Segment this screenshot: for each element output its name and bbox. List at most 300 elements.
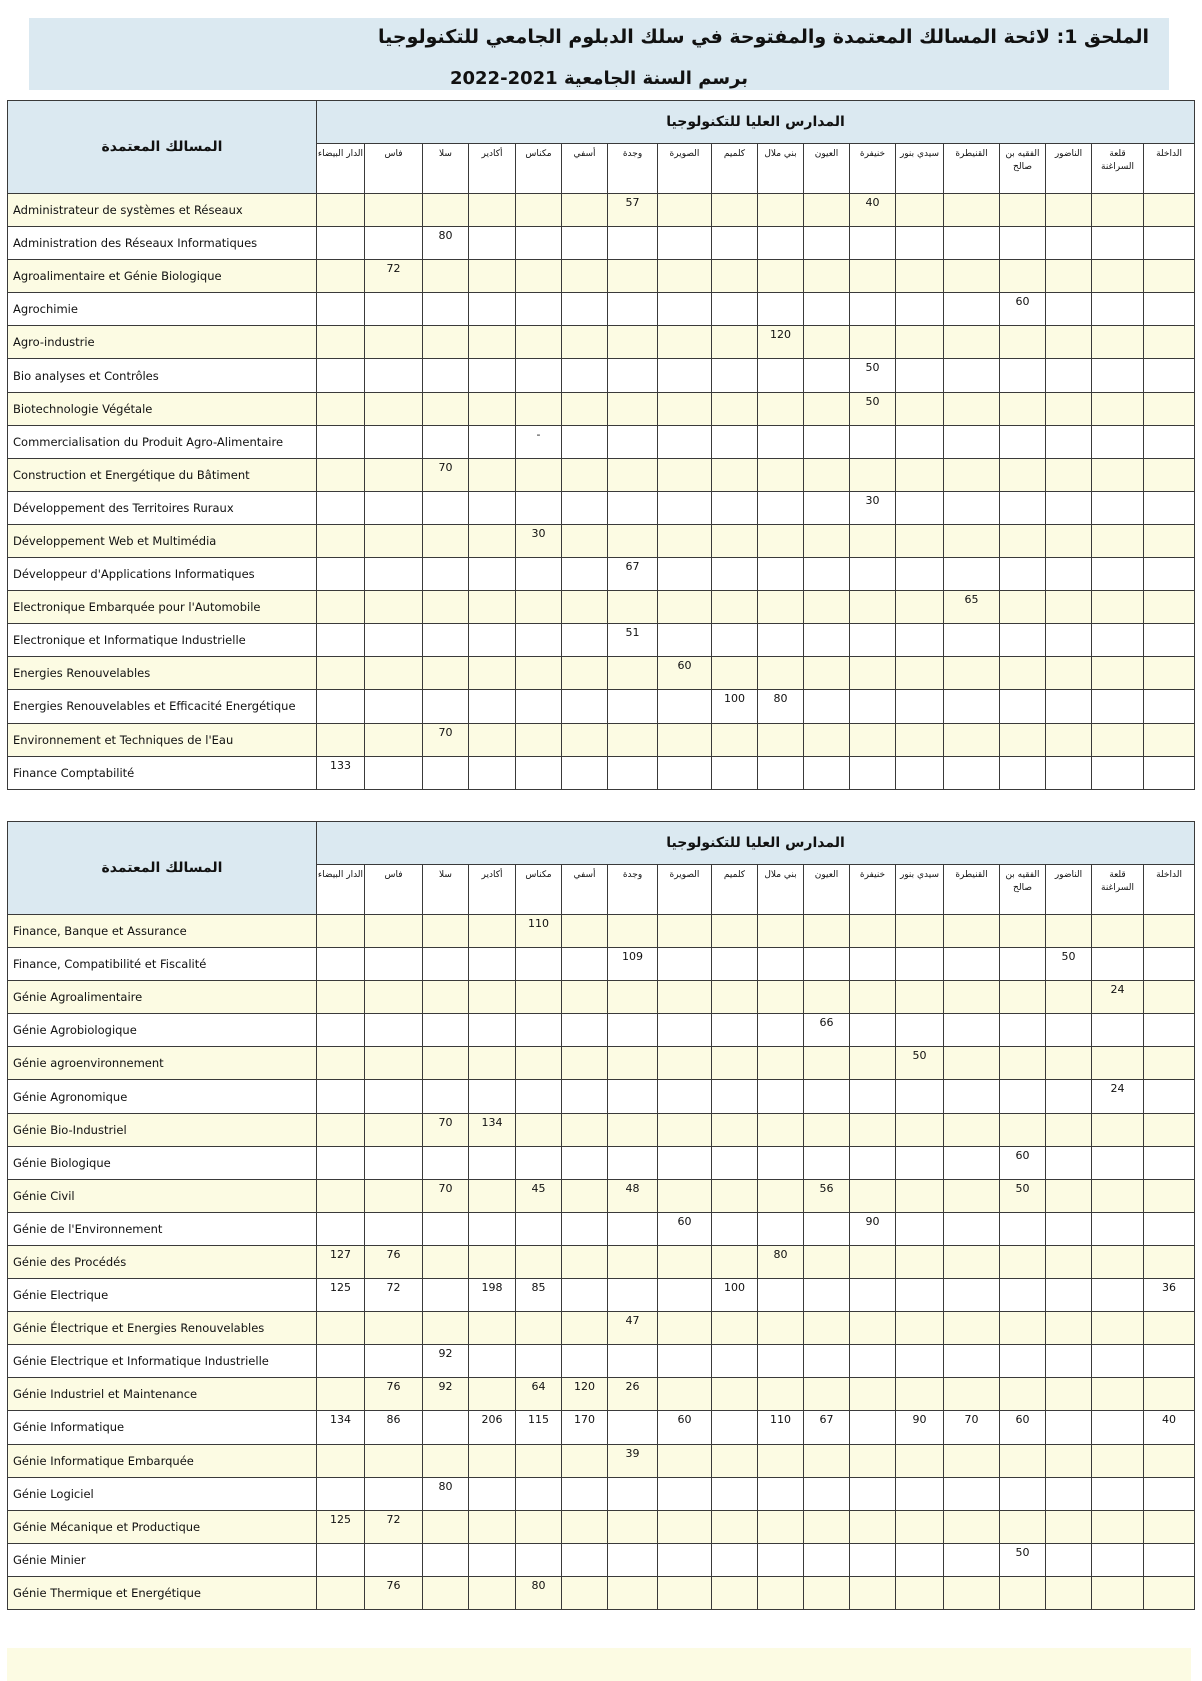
capacity-cell: 72 <box>365 1510 423 1543</box>
capacity-cell <box>469 657 516 690</box>
capacity-cell <box>317 591 365 624</box>
capacity-cell <box>1000 1345 1046 1378</box>
capacity-cell <box>712 1444 758 1477</box>
capacity-cell <box>562 690 608 723</box>
capacity-cell: 134 <box>317 1411 365 1444</box>
school-header: أسفي <box>562 865 608 915</box>
capacity-cell <box>850 1179 896 1212</box>
capacity-cell <box>712 392 758 425</box>
school-header: العيون <box>804 144 850 194</box>
capacity-cell <box>1092 359 1144 392</box>
capacity-cell <box>469 723 516 756</box>
capacity-cell <box>365 194 423 227</box>
capacity-cell <box>1144 1576 1195 1609</box>
capacity-cell <box>469 194 516 227</box>
capacity-cell <box>1000 194 1046 227</box>
capacity-cell <box>658 624 712 657</box>
capacity-cell <box>317 293 365 326</box>
capacity-cell <box>1000 392 1046 425</box>
capacity-cell <box>658 723 712 756</box>
capacity-cell <box>804 359 850 392</box>
capacity-cell: 120 <box>758 326 804 359</box>
capacity-cell <box>944 756 1000 789</box>
capacity-cell <box>1092 948 1144 981</box>
capacity-cell: 100 <box>712 1279 758 1312</box>
capacity-cell <box>469 1378 516 1411</box>
capacity-cell: 60 <box>658 657 712 690</box>
capacity-cell <box>712 1179 758 1212</box>
capacity-cell <box>712 1477 758 1510</box>
capacity-cell <box>516 227 562 260</box>
capacity-cell <box>469 1146 516 1179</box>
capacity-cell <box>562 1477 608 1510</box>
capacity-cell <box>365 624 423 657</box>
capacity-cell <box>896 1510 944 1543</box>
capacity-cell <box>562 260 608 293</box>
capacity-cell <box>562 491 608 524</box>
capacity-cell <box>562 915 608 948</box>
program-name: Génie Logiciel <box>8 1477 317 1510</box>
footer-band <box>7 1648 1191 1681</box>
school-header: سلا <box>423 144 469 194</box>
capacity-cell <box>562 657 608 690</box>
capacity-cell <box>712 425 758 458</box>
capacity-cell <box>758 948 804 981</box>
capacity-cell <box>562 1543 608 1576</box>
capacity-cell <box>712 227 758 260</box>
capacity-cell <box>658 293 712 326</box>
capacity-cell <box>423 1245 469 1278</box>
program-name: Administrateur de systèmes et Réseaux <box>8 194 317 227</box>
capacity-cell <box>317 1477 365 1510</box>
capacity-cell <box>1144 981 1195 1014</box>
capacity-cell <box>516 260 562 293</box>
school-header: قلعة السراغنة <box>1092 865 1144 915</box>
capacity-cell <box>850 1014 896 1047</box>
capacity-cell <box>562 1080 608 1113</box>
capacity-cell <box>896 1576 944 1609</box>
capacity-cell <box>896 1080 944 1113</box>
capacity-cell <box>804 1080 850 1113</box>
capacity-cell <box>317 1014 365 1047</box>
capacity-cell <box>516 491 562 524</box>
programs-column-header: المسالك المعتمدة <box>8 101 317 194</box>
capacity-cell <box>562 1576 608 1609</box>
capacity-cell <box>896 491 944 524</box>
capacity-cell <box>1046 359 1092 392</box>
capacity-cell <box>758 1080 804 1113</box>
capacity-cell <box>896 1146 944 1179</box>
capacity-cell <box>1092 227 1144 260</box>
program-name: Commercialisation du Produit Agro-Alimentaire <box>8 425 317 458</box>
capacity-cell <box>469 1477 516 1510</box>
capacity-cell <box>1046 624 1092 657</box>
capacity-cell <box>365 293 423 326</box>
capacity-cell <box>944 1146 1000 1179</box>
capacity-cell <box>658 425 712 458</box>
capacity-cell <box>1000 359 1046 392</box>
program-row <box>8 1047 1195 1080</box>
capacity-cell <box>712 1411 758 1444</box>
capacity-cell <box>1144 1312 1195 1345</box>
capacity-cell <box>1144 491 1195 524</box>
capacity-cell <box>562 1312 608 1345</box>
capacity-cell <box>1000 981 1046 1014</box>
program-row <box>8 981 1195 1014</box>
capacity-cell <box>944 425 1000 458</box>
capacity-cell <box>944 491 1000 524</box>
capacity-cell: 134 <box>469 1113 516 1146</box>
capacity-cell <box>365 1146 423 1179</box>
capacity-cell <box>1046 1477 1092 1510</box>
program-name: Génie Thermique et Energétique <box>8 1576 317 1609</box>
capacity-cell <box>1046 1510 1092 1543</box>
school-header: الداخلة <box>1144 865 1195 915</box>
capacity-cell <box>712 524 758 557</box>
capacity-cell: 125 <box>317 1279 365 1312</box>
capacity-cell <box>608 326 658 359</box>
capacity-cell <box>516 1510 562 1543</box>
capacity-cell <box>712 1312 758 1345</box>
capacity-cell <box>562 591 608 624</box>
capacity-cell <box>850 227 896 260</box>
capacity-cell <box>658 1477 712 1510</box>
capacity-cell <box>758 260 804 293</box>
program-name: Environnement et Techniques de l'Eau <box>8 723 317 756</box>
school-header: قلعة السراغنة <box>1092 144 1144 194</box>
capacity-cell <box>896 591 944 624</box>
capacity-cell: 109 <box>608 948 658 981</box>
capacity-cell <box>516 293 562 326</box>
capacity-cell <box>317 425 365 458</box>
capacity-cell <box>1092 1477 1144 1510</box>
capacity-cell <box>608 392 658 425</box>
program-name: Génie Informatique <box>8 1411 317 1444</box>
program-row <box>8 326 1195 359</box>
capacity-cell <box>1092 624 1144 657</box>
capacity-cell <box>317 624 365 657</box>
capacity-cell: 86 <box>365 1411 423 1444</box>
capacity-cell <box>365 1444 423 1477</box>
capacity-cell <box>758 1047 804 1080</box>
capacity-cell <box>469 1510 516 1543</box>
capacity-cell <box>944 723 1000 756</box>
capacity-cell <box>516 1146 562 1179</box>
program-name: Développeur d'Applications Informatiques <box>8 558 317 591</box>
capacity-cell <box>365 915 423 948</box>
capacity-cell <box>658 1444 712 1477</box>
capacity-cell: 70 <box>423 458 469 491</box>
capacity-cell <box>608 1113 658 1146</box>
capacity-cell <box>944 326 1000 359</box>
capacity-cell <box>896 1279 944 1312</box>
capacity-cell <box>944 948 1000 981</box>
capacity-cell <box>850 260 896 293</box>
program-row <box>8 915 1195 948</box>
capacity-cell <box>365 591 423 624</box>
capacity-cell: 56 <box>804 1179 850 1212</box>
capacity-cell <box>850 1543 896 1576</box>
program-row <box>8 558 1195 591</box>
capacity-cell <box>712 458 758 491</box>
program-row <box>8 1345 1195 1378</box>
capacity-cell <box>1046 293 1092 326</box>
capacity-cell <box>317 723 365 756</box>
capacity-cell <box>365 326 423 359</box>
capacity-cell <box>516 1312 562 1345</box>
capacity-cell <box>804 1312 850 1345</box>
capacity-cell <box>712 1378 758 1411</box>
capacity-cell <box>1046 1047 1092 1080</box>
capacity-cell <box>608 756 658 789</box>
capacity-cell <box>469 359 516 392</box>
capacity-cell: 50 <box>1000 1179 1046 1212</box>
capacity-cell <box>896 657 944 690</box>
capacity-cell <box>944 1113 1000 1146</box>
capacity-cell <box>365 458 423 491</box>
school-header: سيدي بنور <box>896 144 944 194</box>
program-name: Génie Mécanique et Productique <box>8 1510 317 1543</box>
capacity-cell: 67 <box>608 558 658 591</box>
capacity-cell <box>469 948 516 981</box>
capacity-cell: 120 <box>562 1378 608 1411</box>
capacity-cell <box>1046 425 1092 458</box>
capacity-cell <box>423 326 469 359</box>
capacity-cell <box>1092 1279 1144 1312</box>
capacity-cell <box>469 1179 516 1212</box>
capacity-cell <box>1046 723 1092 756</box>
capacity-cell <box>804 591 850 624</box>
capacity-cell <box>317 524 365 557</box>
capacity-cell <box>944 1179 1000 1212</box>
capacity-cell <box>365 359 423 392</box>
capacity-cell <box>758 1378 804 1411</box>
program-row <box>8 948 1195 981</box>
capacity-cell <box>317 1312 365 1345</box>
capacity-cell <box>562 1345 608 1378</box>
capacity-cell <box>850 425 896 458</box>
program-name: Finance, Compatibilité et Fiscalité <box>8 948 317 981</box>
capacity-cell <box>608 1080 658 1113</box>
program-row <box>8 524 1195 557</box>
capacity-cell <box>1046 491 1092 524</box>
program-row <box>8 359 1195 392</box>
capacity-cell <box>1000 491 1046 524</box>
capacity-cell <box>804 1212 850 1245</box>
capacity-cell <box>562 293 608 326</box>
capacity-cell <box>317 1113 365 1146</box>
program-row <box>8 591 1195 624</box>
schools-header: المدارس العليا للتكنولوجيا <box>317 822 1195 865</box>
capacity-cell: 40 <box>1144 1411 1195 1444</box>
program-row <box>8 227 1195 260</box>
program-name: Génie Electrique <box>8 1279 317 1312</box>
capacity-cell: 80 <box>758 1245 804 1278</box>
program-name: Génie Électrique et Energies Renouvelables <box>8 1312 317 1345</box>
capacity-cell <box>317 981 365 1014</box>
capacity-cell <box>423 359 469 392</box>
capacity-cell <box>758 1212 804 1245</box>
capacity-cell <box>804 1047 850 1080</box>
program-row <box>8 657 1195 690</box>
capacity-cell <box>658 558 712 591</box>
capacity-cell <box>365 524 423 557</box>
capacity-cell <box>896 723 944 756</box>
capacity-cell: 24 <box>1092 981 1144 1014</box>
capacity-cell <box>608 1477 658 1510</box>
capacity-cell <box>365 392 423 425</box>
capacity-cell <box>1046 1146 1092 1179</box>
capacity-cell <box>469 425 516 458</box>
capacity-cell <box>469 1014 516 1047</box>
capacity-cell <box>1144 293 1195 326</box>
capacity-cell <box>516 591 562 624</box>
capacity-cell <box>1046 260 1092 293</box>
capacity-cell <box>804 690 850 723</box>
capacity-cell <box>658 1345 712 1378</box>
capacity-cell <box>1092 326 1144 359</box>
capacity-cell <box>804 1378 850 1411</box>
capacity-cell: 76 <box>365 1576 423 1609</box>
capacity-cell <box>1092 1378 1144 1411</box>
capacity-cell <box>850 1411 896 1444</box>
capacity-cell <box>804 458 850 491</box>
capacity-cell <box>1000 524 1046 557</box>
capacity-cell <box>608 1014 658 1047</box>
capacity-cell <box>1000 1510 1046 1543</box>
capacity-cell <box>944 359 1000 392</box>
capacity-cell <box>562 1179 608 1212</box>
capacity-cell <box>944 1543 1000 1576</box>
capacity-cell <box>658 948 712 981</box>
capacity-cell <box>1144 948 1195 981</box>
capacity-cell <box>712 1212 758 1245</box>
program-name: Génie Agrobiologique <box>8 1014 317 1047</box>
program-name: Génie Civil <box>8 1179 317 1212</box>
program-name: Génie Informatique Embarquée <box>8 1444 317 1477</box>
capacity-cell <box>317 1444 365 1477</box>
capacity-cell <box>608 1279 658 1312</box>
capacity-cell <box>712 1014 758 1047</box>
school-header: الصويرة <box>658 144 712 194</box>
capacity-cell <box>1046 1576 1092 1609</box>
capacity-cell <box>712 293 758 326</box>
capacity-cell <box>1000 1212 1046 1245</box>
capacity-cell <box>758 1179 804 1212</box>
program-name: Génie Agronomique <box>8 1080 317 1113</box>
capacity-cell <box>365 1179 423 1212</box>
program-name: Electronique Embarquée pour l'Automobile <box>8 591 317 624</box>
capacity-cell <box>804 915 850 948</box>
capacity-cell <box>365 1477 423 1510</box>
capacity-cell <box>804 756 850 789</box>
capacity-cell: 65 <box>944 591 1000 624</box>
capacity-cell <box>804 260 850 293</box>
capacity-cell <box>850 1113 896 1146</box>
capacity-cell <box>712 491 758 524</box>
capacity-cell <box>658 392 712 425</box>
capacity-cell <box>608 690 658 723</box>
capacity-cell <box>944 1245 1000 1278</box>
capacity-cell <box>944 915 1000 948</box>
capacity-cell <box>1000 1080 1046 1113</box>
capacity-cell <box>758 756 804 789</box>
capacity-cell <box>712 260 758 293</box>
capacity-cell <box>804 491 850 524</box>
capacity-cell <box>1144 723 1195 756</box>
capacity-cell <box>658 1179 712 1212</box>
capacity-cell <box>1144 657 1195 690</box>
program-row <box>8 293 1195 326</box>
capacity-cell <box>365 948 423 981</box>
capacity-cell <box>850 1080 896 1113</box>
capacity-cell <box>562 1146 608 1179</box>
capacity-cell <box>1092 425 1144 458</box>
capacity-cell <box>850 1312 896 1345</box>
capacity-cell <box>1092 558 1144 591</box>
capacity-cell <box>317 260 365 293</box>
capacity-cell <box>804 723 850 756</box>
capacity-cell <box>562 756 608 789</box>
capacity-cell <box>365 425 423 458</box>
capacity-cell <box>516 1477 562 1510</box>
capacity-cell <box>365 1047 423 1080</box>
capacity-cell <box>317 1576 365 1609</box>
capacity-cell <box>896 948 944 981</box>
capacity-cell <box>562 1279 608 1312</box>
capacity-cell <box>608 1212 658 1245</box>
capacity-cell <box>712 657 758 690</box>
capacity-cell <box>658 1543 712 1576</box>
program-name: Génie Industriel et Maintenance <box>8 1378 317 1411</box>
capacity-cell <box>944 1477 1000 1510</box>
capacity-cell <box>1000 624 1046 657</box>
capacity-cell <box>712 1080 758 1113</box>
capacity-cell <box>317 558 365 591</box>
capacity-cell <box>758 591 804 624</box>
program-row <box>8 1576 1195 1609</box>
capacity-cell <box>562 1245 608 1278</box>
capacity-cell <box>850 948 896 981</box>
program-row <box>8 1080 1195 1113</box>
program-row <box>8 425 1195 458</box>
capacity-cell <box>1144 558 1195 591</box>
capacity-cell <box>944 690 1000 723</box>
capacity-cell <box>1000 690 1046 723</box>
capacity-cell <box>804 1345 850 1378</box>
capacity-cell <box>317 1047 365 1080</box>
capacity-cell <box>1092 1146 1144 1179</box>
capacity-cell <box>608 458 658 491</box>
capacity-cell <box>1000 1576 1046 1609</box>
capacity-cell <box>317 326 365 359</box>
capacity-cell <box>469 260 516 293</box>
capacity-cell <box>658 1312 712 1345</box>
capacity-cell <box>658 981 712 1014</box>
capacity-cell <box>850 624 896 657</box>
capacity-cell <box>896 1345 944 1378</box>
capacity-cell: 48 <box>608 1179 658 1212</box>
capacity-cell <box>944 1047 1000 1080</box>
capacity-cell <box>804 624 850 657</box>
capacity-cell <box>1000 1014 1046 1047</box>
capacity-cell <box>317 1080 365 1113</box>
capacity-cell <box>944 624 1000 657</box>
capacity-cell <box>516 981 562 1014</box>
capacity-cell <box>1092 756 1144 789</box>
capacity-cell <box>608 1543 658 1576</box>
capacity-cell <box>1144 624 1195 657</box>
